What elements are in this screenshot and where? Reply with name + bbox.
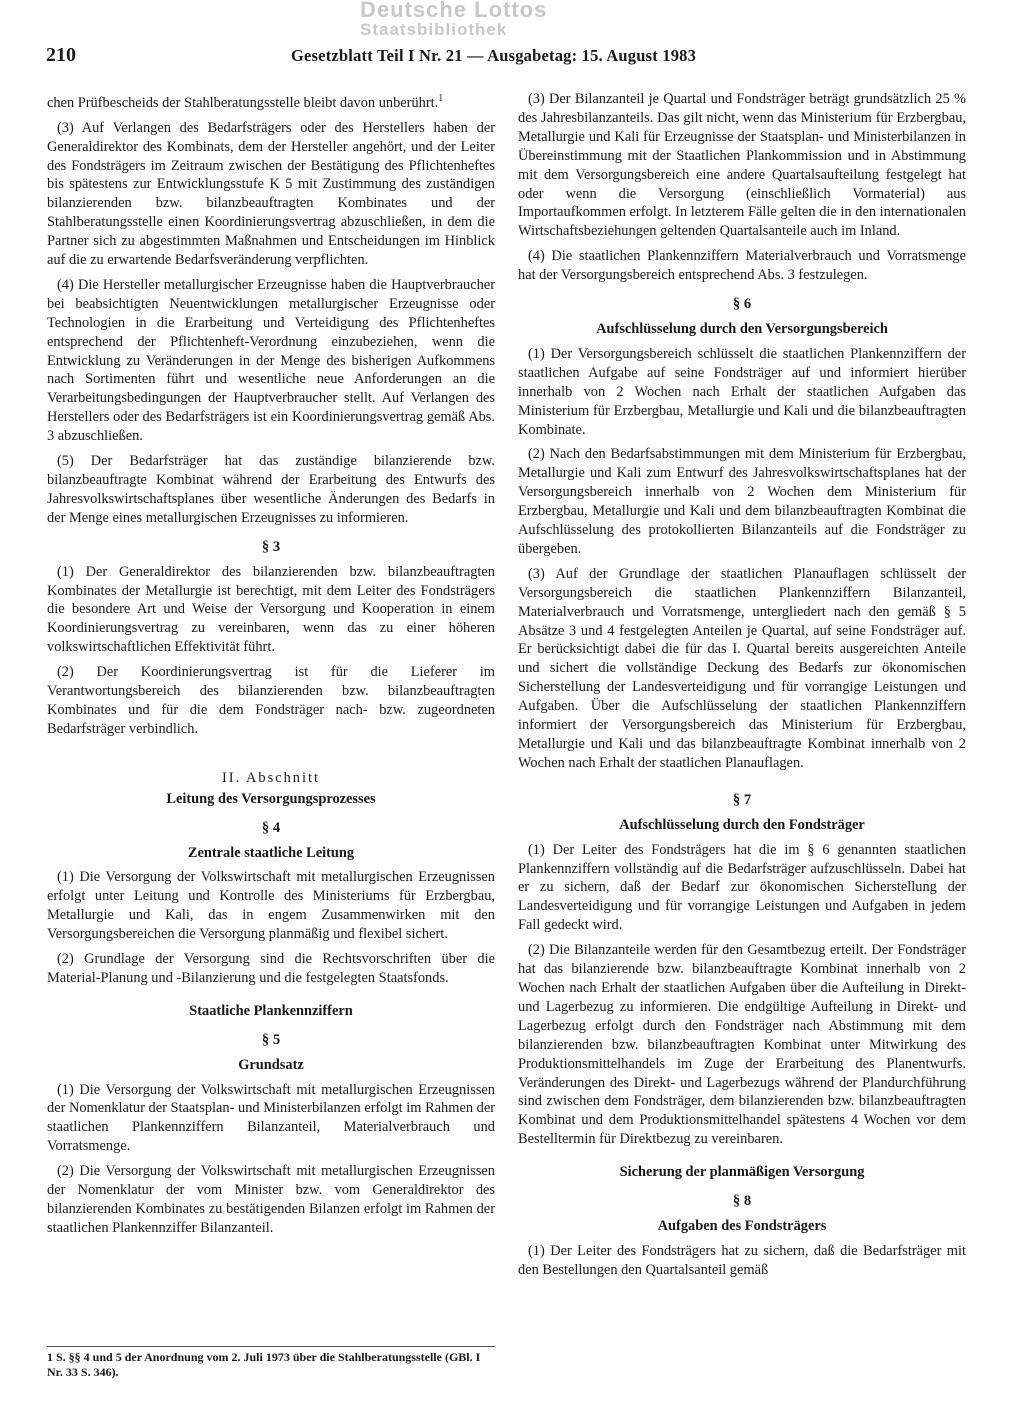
paragraph: (1) Der Leiter des Fondsträgers hat die im § 6 genannten staatlichen Plankennziffern vollständig auf die Bedarfsträger aufzuschlüsseln. Dabei hat er zu sichern, daß der Bedarf zur ökonomischen Sicherstellung der Landesverteidigung und für vorrangige Leistungen und Aufgaben in jedem Fall gedeckt wird.	[518, 841, 966, 934]
page-header	[46, 44, 978, 74]
section-number: § 3	[261, 538, 281, 555]
section-title: Grundsatz	[238, 1056, 304, 1073]
left-column	[47, 90, 495, 1410]
stamp-line-1: Deutsche Lottos	[360, 0, 548, 22]
paragraph: (3) Auf Verlangen des Bedarfsträgers oder des Herstellers haben der Generaldirektor des Kombinats, dem der Hersteller angehört, und der Leiter des Fondsträgers im Zeitraum zwischen der Bestätigung des Pflichtenheftes bis spätestens zur Entwicklungsstufe K 5 mit Zustimmung des zuständigen bilanzierenden bzw. bilanzbeauftragten Kombinates und der Stahlberatungsstelle einen Koordinierungsvertrag abzuschließen, in dem die Partner sich zu abgestimmten Maßnahmen und Entscheidungen im Hinblick auf die zu erwartende Bedarfsveränderung verpflichten.	[47, 119, 495, 269]
paragraph: (5) Der Bedarfsträger hat das zuständige bilanzierende bzw. bilanzbeauftragte Kombinat während der Erarbeitung des Entwurfs des Jahresvolkswirtschaftsplanes über wesentliche Änderungen des Bedarfs in der Menge eines metallurgischen Erzeugnisses zu informieren.	[47, 453, 495, 526]
section-title: Aufschlüsselung durch den Versorgungsbereich	[596, 320, 888, 337]
chapter-heading: II. Abschnitt	[222, 769, 320, 786]
subheading: Sicherung der planmäßigen Versorgung	[619, 1164, 865, 1181]
paragraph: (2) Nach den Bedarfsabstimmungen mit dem Ministerium für Erzbergbau, Metallurgie und Kali zum Entwurf des Jahresvolkswirtschaftsplanes hat der Versorgungsbereich innerhalb von 2 Wochen dem Ministerium für Erzbergbau, Metallurgie und Kali und dem bilanzbeauftragten Kombinat die Aufschlüsselung des protokollierten Bilanzanteils auf die Fondsträger zu übergeben.	[518, 446, 966, 557]
paragraph: (1) Die Versorgung der Volkswirtschaft mit metallurgischen Erzeugnissen erfolgt unter Leitung und Kontrolle des Ministeriums für Erzbergbau, Metallurgie und Kali, das in engem Zusammenwirken mit den Versorgungsbereichen die Versorgung planmäßig und flexibel sichert.	[47, 869, 495, 943]
footnote: 1 S. §§ 4 und 5 der Anordnung vom 2. Juli 1973 über die Stahlberatungsstelle (GBl. I Nr. 33 S. 346).	[47, 1346, 495, 1380]
paragraph: (3) Der Bilanzanteil je Quartal und Fondsträger beträgt grundsätzlich 25 % des Jahresbilanzanteils. Das gilt nicht, wenn das Ministerium für Erzbergbau, Metallurgie und Kali für Erzeugnisse der Staatsplan- und Ministerbilanzen in Übereinstimmung mit der Staatlichen Plankommission und in Abstimmung mit dem Versorgungsbereich eine andere Quartalsaufteilung festgelegt hat oder wenn die Versorgung (einschließlich Vormaterial) aus Importaufkommen erfolgt. In letzterem Fälle gelten die in den internationalen Wirtschaftsbeziehungen geltenden Quartalsanteile auch im Inland.	[518, 91, 966, 240]
paragraph: (2) Grundlage der Versorgung sind die Rechtsvorschriften über die Material-Planung und -Bilanzierung und die festgelegten Staatsfonds.	[47, 951, 495, 986]
subheading: Staatliche Plankennziffern	[189, 1002, 353, 1019]
running-title: Gesetzblatt Teil I Nr. 21 — Ausgabetag: 15. August 1983	[291, 46, 697, 65]
section-number: § 8	[732, 1193, 752, 1210]
paragraph: (1) Der Generaldirektor des bilanzierenden bzw. bilanzbeauftragten Kombinates der Metallurgie ist berechtigt, mit dem Leiter des Fondsträgers die besondere Art und Weise der Versorgung und Kooperation in einem Koordinierungsvertrag zu vereinbaren, wenn das zu einer höheren volkswirtschaftlichen Effektivität führt.	[47, 563, 495, 656]
section-title: Zentrale staatliche Leitung	[187, 844, 355, 861]
chapter-title: Leitung des Versorgungsprozesses	[166, 790, 376, 807]
page-number: 210	[46, 44, 76, 66]
section-number: § 5	[261, 1031, 281, 1048]
section-title: Aufschlüsselung durch den Fondsträger	[619, 816, 865, 833]
stamp-line-2: Staatsbibliothek	[360, 20, 508, 39]
paragraph: (1) Der Versorgungsbereich schlüsselt die staatlichen Plankennziffern der staatlichen Aufgabe auf seine Fondsträger auf und informiert hierüber innerhalb von 2 Wochen nach Erhalt der staatlichen Aufgaben das Ministerium für Erzbergbau, Metallurgie und Kali und die bilanzbeauftragten Kombinate.	[518, 345, 966, 438]
section-number: § 4	[261, 819, 281, 836]
paragraph: (2) Die Versorgung der Volkswirtschaft mit metallurgischen Erzeugnissen der Nomenklatur der vom Minister bzw. vom Generaldirektor des bilanzierenden Kombinates zu bestätigenden Bilanzen erfolgt im Rahmen der staatlichen Plankennziffer Bilanzanteil.	[47, 1163, 495, 1236]
right-column	[518, 90, 966, 1410]
section-number: § 7	[732, 791, 752, 808]
paragraph: (2) Der Koordinierungsvertrag ist für die Lieferer im Verantwortungsbereich des bilanzierenden bzw. bilanzbeauftragten Kombinates und für die dem Fondsträger nach- bzw. zugeordneten Bedarfsträger verbindlich.	[47, 664, 495, 737]
library-stamp	[360, 0, 547, 40]
paragraph: (1) Die Versorgung der Volkswirtschaft mit metallurgischen Erzeugnissen der Nomenklatur der Staatsplan- und Ministerbilanzen erfolgt im Rahmen der staatlichen Plankennziffern Bilanzanteil, Materialverbrauch und Vorratsmenge.	[47, 1081, 495, 1155]
section-title: Aufgaben des Fondsträgers	[657, 1217, 827, 1234]
section-number: § 6	[732, 296, 752, 313]
footnote-marker: 1	[438, 93, 444, 104]
paragraph: (1) Der Leiter des Fondsträgers hat zu sichern, daß die Bedarfsträger mit den Bestellungen den Quartalsanteil gemäß	[518, 1242, 966, 1278]
paragraph: (4) Die Hersteller metallurgischer Erzeugnisse haben die Hauptverbraucher bei beabsichtigten Neuentwicklungen metallurgischer Erzeugnisse oder Technologien in die Erarbeitung und Verteidigung des Pflichtenheftes entsprechend der Pflichtenheft-Verordnung einzubeziehen, wenn die Entwicklung zu Veränderungen in der Menge des bisherigen Aufkommens nach Sortimenten führt und wesentliche neue Anforderungen an die Verarbeitungsbedingungen der Hauptverbraucher stellt. Auf Verlangen des Herstellers oder des Bedarfsträgers ist ein Koordinierungsvertrag gemäß Abs. 3 abzuschließen.	[47, 276, 495, 445]
paragraph: (4) Die staatlichen Plankennziffern Materialverbrauch und Vorratsmenge hat der Versorgungsbereich entsprechend Abs. 3 festzulegen.	[518, 248, 966, 284]
paragraph: (2) Die Bilanzanteile werden für den Gesamtbezug erteilt. Der Fondsträger hat das bilanzierende bzw. bilanzbeauftragte Kombinat innerhalb von 2 Wochen nach Erhalt der staatlichen Aufgaben über die Aufteilung in Direkt- und Lagerbezug zu informieren. Die endgültige Aufteilung in Direkt- und Lagerbezug erfolgt durch den Fondsträger nach Abstimmung mit dem bilanzierenden bzw. bilanzbeauftragten Kombinat unter Mitwirkung des Produktionsmittelhandels im Zuge der Erarbeitung des Planentwurfs. Veränderungen des Direkt- und Lagerbezugs während der Plandurchführung sind zwischen dem Fondsträger, dem bilanzierenden bzw. bilanzbeauftragten Kombinat und dem Produktionsmittelhandel spätestens 4 Wochen vor dem Bestelltermin für Direktbezug zu vereinbaren.	[518, 942, 966, 1148]
paragraph: (3) Auf der Grundlage der staatlichen Planauflagen schlüsselt der Versorgungsbereich die staatlichen Plankennziffern Bilanzanteil, Materialverbrauch und Vorratsmenge, untergliedert nach den gemäß § 5 Absätze 3 und 4 festgelegten Anteilen je Quartal, auf seine Fondsträger auf. Er berücksichtigt dabei die für das I. Quartal bereits ausgereichten Anteile und sichert die vollständige Deckung des Bedarfs zur ökonomischen Sicherstellung der Landesverteidigung und für vorrangige Leistungen und Aufgaben. Über die Aufschlüsselung der staatlichen Plankennziffern informiert der Versorgungsbereich das Ministerium für Erzbergbau, Metallurgie und Kali und das bilanzbeauftragte Kombinat innerhalb von 2 Wochen nach Erhalt der staatlichen Planauflagen.	[518, 565, 966, 771]
paragraph: chen Prüfbescheids der Stahlberatungsstelle bleibt davon unberührt.$^1$	[47, 93, 444, 111]
